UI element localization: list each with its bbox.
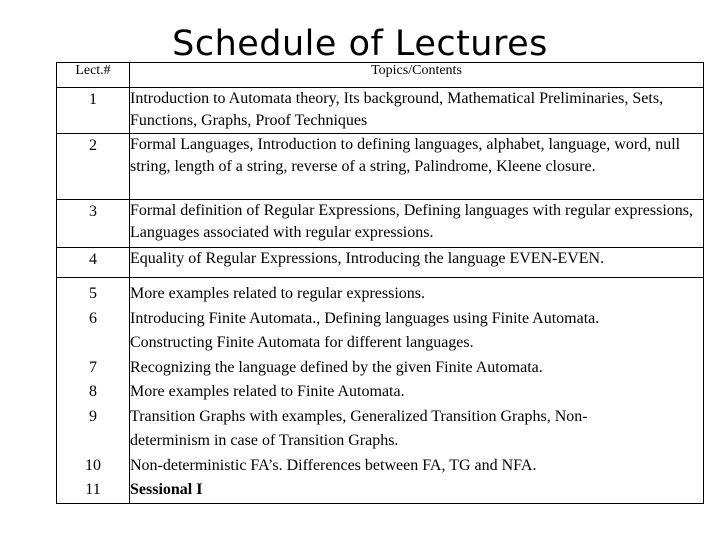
table-row xyxy=(57,134,704,200)
lecture-number: 10 xyxy=(85,456,101,474)
topic-text: Formal Languages, Introduction to defining languages, alphabet, language, word, null string, length of a string, reverse of a string, Palindrome, Kleene closure. xyxy=(130,136,681,175)
topic-text: More examples related to regular expressions. xyxy=(130,285,426,302)
lecture-schedule-table xyxy=(56,62,704,504)
table-row xyxy=(57,88,704,134)
topic-cell xyxy=(130,134,704,200)
topic-text: More examples related to Finite Automata. xyxy=(130,383,405,400)
lecture-number: 3 xyxy=(89,203,97,220)
lecture-number: 7 xyxy=(89,358,97,376)
lecture-number-header: Lect.# xyxy=(57,63,130,88)
lecture-number: 9 xyxy=(89,407,97,425)
lecture-number-cell xyxy=(57,278,130,504)
lecture-number: 8 xyxy=(89,383,97,400)
topic-text: Introduction to Automata theory, Its background, Mathematical Preliminaries, Sets, Functions, Graphs, Proof Techniques xyxy=(130,90,664,129)
table-row xyxy=(57,278,704,504)
topic-text: Recognizing the language defined by the given Finite Automata. xyxy=(130,358,543,376)
lecture-number: 2 xyxy=(89,137,97,154)
table-row xyxy=(57,200,704,248)
topic-cell xyxy=(130,278,704,504)
lecture-number: 6 xyxy=(89,309,97,327)
topic-text: Constructing Finite Automata for different languages. xyxy=(130,334,474,351)
lecture-number xyxy=(57,331,129,356)
table-row xyxy=(57,248,704,278)
lecture-number-cell xyxy=(57,134,130,200)
lecture-number: 11 xyxy=(85,481,101,498)
lecture-number: 1 xyxy=(89,91,97,108)
topic-cell xyxy=(130,88,704,134)
lecture-number-cell xyxy=(57,248,130,278)
lecture-number: 5 xyxy=(89,285,97,302)
topic-text: determinism in case of Transition Graphs. xyxy=(130,432,399,449)
topic-text: Equality of Regular Expressions, Introducing the language EVEN-EVEN. xyxy=(130,250,605,267)
lecture-number xyxy=(57,429,129,454)
topic-text: Non-deterministic FA’s. Differences between FA, TG and NFA. xyxy=(130,456,537,474)
topic-cell xyxy=(130,200,704,248)
topic-text: Introducing Finite Automata., Defining languages using Finite Automata. xyxy=(130,309,600,327)
topics-header: Topics/Contents xyxy=(130,63,704,88)
topic-text: Sessional I xyxy=(130,481,203,498)
page-title: Schedule of Lectures xyxy=(172,24,548,64)
table-header-row xyxy=(57,63,704,88)
topic-text: Formal definition of Regular Expressions, Defining languages with regular expressions, Languages associated with regular expressions. xyxy=(130,202,693,241)
topic-text: Transition Graphs with examples, Generalized Transition Graphs, Non- xyxy=(130,407,588,425)
lecture-number-cell xyxy=(57,200,130,248)
lecture-number: 4 xyxy=(89,251,97,268)
topic-cell xyxy=(130,248,704,278)
lecture-number-cell xyxy=(57,88,130,134)
